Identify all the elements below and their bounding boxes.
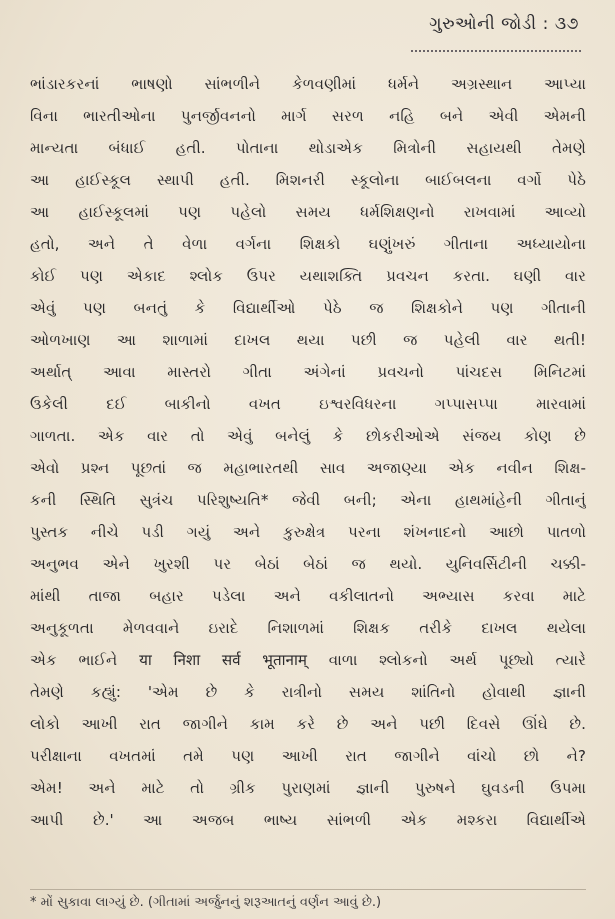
header-rule xyxy=(411,44,581,52)
text-line: ભાંડારકરનાં ભાષણો સાંભળીને કેળવણીમાં ધર્મને અગ્રસ્થાન આપ્યા xyxy=(30,75,586,93)
text-line: અર્થાત્ આવા માસ્તરો ગીતા અંગેનાં પ્રવચનો પાંચદસ મિનિટમાં xyxy=(30,363,586,381)
body-text xyxy=(30,68,586,836)
text-line: માન્યતા બંધાઈ હતી. પોતાના થોડાએક મિત્રોની સહાયથી તેમણે xyxy=(30,139,586,157)
text-line: વિના ભારતીઓના પુનર્જીવનનો માર્ગ સરળ નહિ બને એવી એમની xyxy=(30,107,586,125)
text-line: ગાળતા. એક વાર તો એવું બનેલું કે છોકરીઓએ સંજય કોણ છે xyxy=(30,427,586,445)
text-line: આપી છે.' આ અજબ ભાષ્ય સાંભળી એક મશ્કરા વિદ્યાર્થીએ xyxy=(30,811,586,829)
text-line: હતો, અને તે વેળા વર્ગના શિક્ષકો ઘણુંખરું ગીતાના અધ્યાયોના xyxy=(30,235,586,253)
footnote-divider xyxy=(30,889,586,890)
text-line: લોકો આખી રાત જાગીને કામ કરે છે અને પછી દિવસે ઊંઘે છે. xyxy=(30,715,586,733)
text-line: એક ભાઈને या निशा सर्व भूतानाम् વાળા શ્લોકનો અર્થ પૂછ્યો ત્યારે xyxy=(30,651,586,669)
page-number: ૩૭ xyxy=(554,14,579,34)
text-line: એવું પણ બનતું કે વિદ્યાર્થીઓ પેઠે જ શિક્ષકોને પણ ગીતાની xyxy=(30,299,586,317)
text-line: પુસ્તક નીચે પડી ગયું અને કુરુક્ષેત્ર પરના શંખનાદનો આછો પાતળો xyxy=(30,523,586,541)
text-line: તેમણે કહ્યું: 'એમ છે કે રાત્રીનો સમય શાંતિનો હોવાથી જ્ઞાની xyxy=(30,683,586,701)
text-line: ઉકેલી દઈ બાકીનો વખત ઇશ્વરવિધરના ગપ્પાસપ્પા મારવામાં xyxy=(30,395,586,413)
chapter-title: ગુરુઓની જોડી xyxy=(429,14,537,34)
running-header xyxy=(429,14,579,34)
text-line: એવો પ્રશ્ન પૂછતાં જ મહાભારતથી સાવ અજાણ્યા એક નવીન શિક્ષ- xyxy=(30,459,586,477)
text-line: કોઈ પણ એકાદ શ્લોક ઉપર યથાશક્તિ પ્રવચન કરતા. ઘણી વાર xyxy=(30,267,586,285)
text-line: અનુભવ એને ખુરશી પર બેઠાં બેઠાં જ થયો. યુનિવર્સિટીની ચક્કી- xyxy=(30,555,586,573)
header-separator: : xyxy=(542,14,549,34)
text-line: ઓળખાણ આ શાળામાં દાખલ થયા પછી જ પહેલી વાર થતી! xyxy=(30,331,586,349)
text-line: એમ! અને માટે તો ગ્રીક પુરાણમાં જ્ઞાની પુરુષને ઘુવડની ઉપમા xyxy=(30,779,586,797)
text-line: માંથી તાજા બહાર પડેલા અને વકીલાતનો અભ્યાસ કરવા માટે xyxy=(30,587,586,605)
footnote: * મોં સુકાવા લાગ્યું છે. (ગીતામાં અર્જુનનું શરૂઆતનું વર્ણન આવું છે.) xyxy=(30,895,382,910)
text-line: કની સ્થિતિ સુત્રંચ પરિશુષ્યતિ* જેવી બની; એના હાથમાંહેની ગીતાનું xyxy=(30,491,586,509)
text-line: અનુકૂળતા મેળવવાને ઇરાદે નિશાળમાં શિક્ષક તરીકે દાખલ થયેલા xyxy=(30,619,586,637)
text-line: આ હાઈસ્કૂલમાં પણ પહેલો સમય ધર્મશિક્ષણનો રાખવામાં આવ્યો xyxy=(30,203,586,221)
text-line: પરીક્ષાના વખતમાં તમે પણ આખી રાત જાગીને વાંચો છો ને? xyxy=(30,747,586,765)
text-line: આ હાઈસ્કૂલ સ્થાપી હતી. મિશનરી સ્કૂલોના બાઈબલના વર્ગો પેઠે xyxy=(30,171,586,189)
